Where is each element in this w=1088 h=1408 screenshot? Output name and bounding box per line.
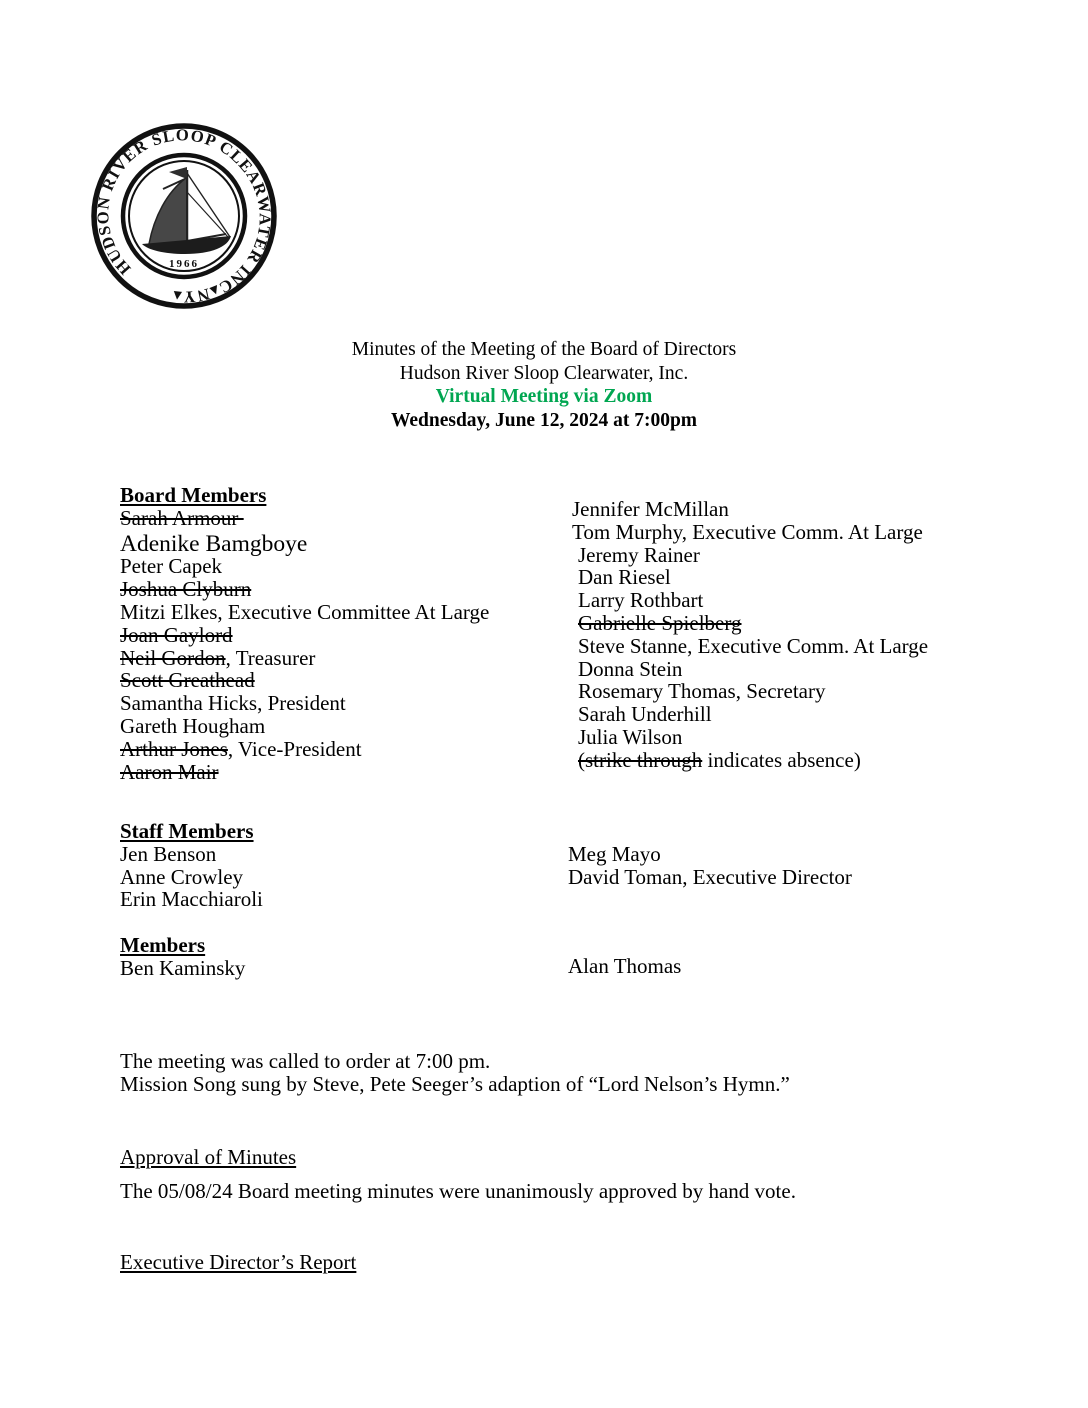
member-row xyxy=(568,866,852,889)
member-row xyxy=(568,843,852,866)
member-row xyxy=(572,498,928,521)
member-row xyxy=(120,507,489,530)
member-row xyxy=(572,612,928,635)
member-name: (strike through xyxy=(578,747,703,772)
member-row xyxy=(120,715,489,738)
member-name: Adenike Bamgboye xyxy=(120,530,308,557)
member-name: Arthur Jones xyxy=(120,736,228,761)
approval-of-minutes-text: The 05/08/24 Board meeting minutes were unanimously approved by hand vote. xyxy=(120,1179,796,1203)
member-role: , Executive Director xyxy=(682,864,852,889)
member-row xyxy=(120,692,489,715)
member-name: Gareth Hougham xyxy=(120,713,266,738)
member-row xyxy=(120,578,489,601)
board-members-left-list xyxy=(120,507,489,784)
member-name: Aaron Mair xyxy=(120,759,219,784)
call-to-order-text: The meeting was called to order at 7:00 pm. xyxy=(120,1049,491,1073)
member-row xyxy=(572,589,928,612)
member-name: Jeremy Rainer xyxy=(578,542,700,567)
document-title-block xyxy=(0,338,1088,432)
member-row xyxy=(120,601,489,624)
member-name: Joshua Clyburn xyxy=(120,577,252,602)
member-name: Samantha Hicks xyxy=(120,691,258,716)
member-name: Donna Stein xyxy=(578,656,683,681)
member-name: Scott Greathead xyxy=(120,668,255,693)
member-row xyxy=(120,888,263,911)
seal-ring-text: HUDSON RIVER SLOOP CLEARWATER INC▴NY▴ xyxy=(93,125,275,307)
member-name: Neil Gordon xyxy=(120,645,226,670)
clearwater-seal-logo xyxy=(88,120,280,312)
opening-paragraph xyxy=(120,1050,790,1096)
member-name: Jen Benson xyxy=(120,841,217,866)
staff-members-left-column xyxy=(120,820,263,911)
approval-of-minutes-heading: Approval of Minutes xyxy=(120,1145,297,1169)
board-members-left-column xyxy=(120,484,489,783)
member-name: Peter Capek xyxy=(120,554,223,579)
member-role: , Executive Committee At Large xyxy=(217,599,490,624)
title-line-datetime: Wednesday, June 12, 2024 at 7:00pm xyxy=(390,409,698,431)
member-name: Julia Wilson xyxy=(578,724,683,749)
member-role: , Secretary xyxy=(735,679,826,704)
staff-members-right-list xyxy=(568,843,852,889)
member-name: Rosemary Thomas xyxy=(578,679,736,704)
members-right-column xyxy=(568,955,681,978)
seal-year-text: 1966 xyxy=(169,258,199,270)
member-row xyxy=(120,843,263,866)
member-name: Alan Thomas xyxy=(568,954,682,978)
title-line-virtual-meeting: Virtual Meeting via Zoom xyxy=(435,386,653,407)
member-name: Erin Macchiaroli xyxy=(120,887,263,912)
members-left-column xyxy=(120,934,245,980)
member-row xyxy=(572,749,928,772)
member-name: Anne Crowley xyxy=(120,864,244,889)
member-name: Joan Gaylord xyxy=(120,622,233,647)
member-row xyxy=(568,955,681,978)
member-role: , Executive Comm. At Large xyxy=(681,519,923,544)
member-row xyxy=(120,647,489,670)
member-name: Tom Murphy xyxy=(572,519,682,544)
member-name: Steve Stanne xyxy=(578,633,688,658)
mission-song-text: Mission Song sung by Steve, Pete Seeger’s adaption of “Lord Nelson’s Hymn.” xyxy=(120,1071,790,1096)
sloop-seal-icon xyxy=(88,120,280,312)
member-row xyxy=(572,726,928,749)
member-row xyxy=(120,555,489,578)
member-row xyxy=(572,544,928,567)
members-heading: Members xyxy=(120,933,206,957)
member-row xyxy=(572,703,928,726)
member-row xyxy=(572,521,928,544)
member-name: Meg Mayo xyxy=(568,842,661,866)
member-row xyxy=(120,669,489,692)
member-name: Jennifer McMillan xyxy=(572,497,729,521)
member-row xyxy=(120,624,489,647)
board-members-right-column xyxy=(572,498,928,772)
member-name: Mitzi Elkes xyxy=(120,599,218,624)
member-name: Sarah Armour xyxy=(120,505,244,530)
member-name: Sarah Underhill xyxy=(578,702,712,727)
member-role: , Vice-President xyxy=(227,736,362,761)
member-name: Gabrielle Spielberg xyxy=(578,610,742,635)
member-role: indicates absence) xyxy=(702,747,861,772)
member-role: , Treasurer xyxy=(225,645,316,670)
staff-members-heading: Staff Members xyxy=(120,819,254,843)
member-role: , Executive Comm. At Large xyxy=(687,633,929,658)
member-row xyxy=(120,866,263,889)
member-row xyxy=(572,680,928,703)
member-row xyxy=(120,530,489,557)
member-row xyxy=(120,738,489,761)
title-line-minutes: Minutes of the Meeting of the Board of Directors xyxy=(351,339,737,360)
title-line-org: Hudson River Sloop Clearwater, Inc. xyxy=(399,362,689,384)
member-row xyxy=(120,761,489,784)
members-left-list xyxy=(120,957,245,980)
member-name: Dan Riesel xyxy=(578,565,671,590)
sloop-boat-icon xyxy=(142,167,231,254)
board-members-right-list xyxy=(572,498,928,772)
member-row xyxy=(572,566,928,589)
member-role: , President xyxy=(257,691,346,716)
member-name: Ben Kaminsky xyxy=(120,955,246,980)
executive-directors-report-heading: Executive Director’s Report xyxy=(120,1250,357,1274)
members-right-list xyxy=(568,955,681,978)
board-members-heading: Board Members xyxy=(120,483,267,507)
staff-members-right-column xyxy=(568,843,852,889)
member-row xyxy=(572,658,928,681)
staff-members-left-list xyxy=(120,843,263,911)
member-row xyxy=(120,957,245,980)
member-name: Larry Rothbart xyxy=(578,588,704,613)
member-name: David Toman xyxy=(568,864,683,889)
member-row xyxy=(572,635,928,658)
